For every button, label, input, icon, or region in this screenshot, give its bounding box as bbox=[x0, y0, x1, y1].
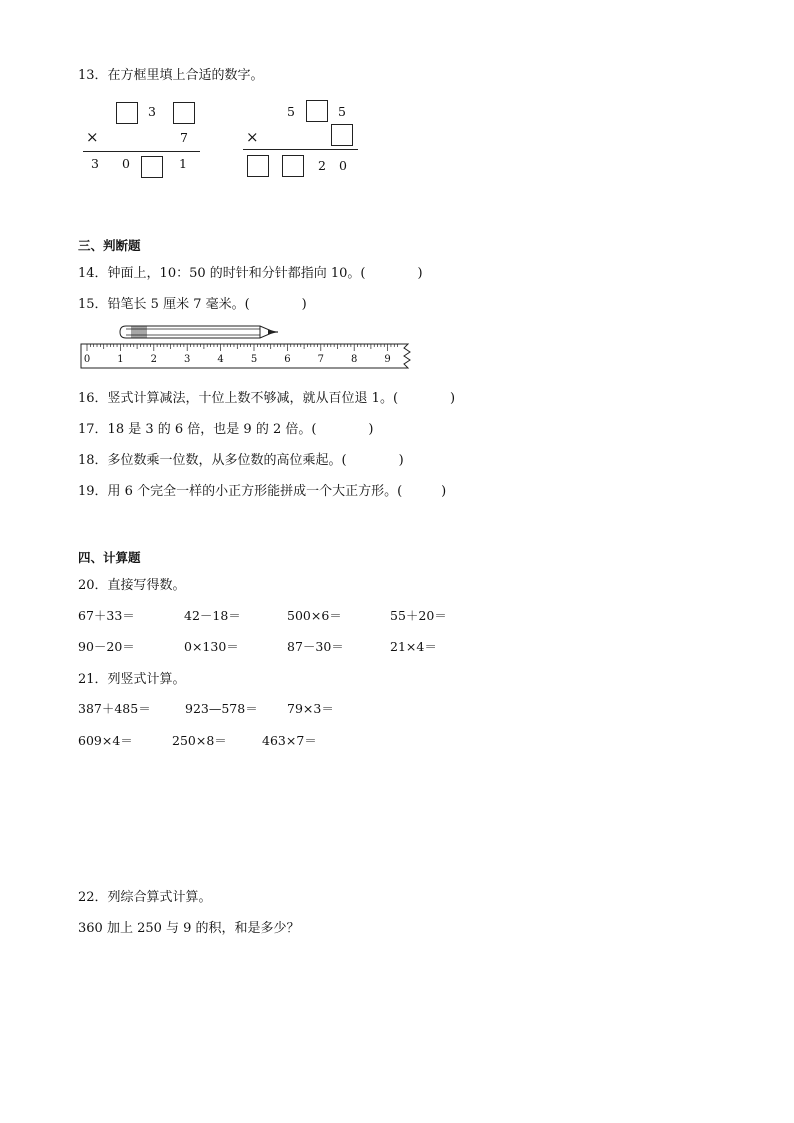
divider-line bbox=[83, 151, 200, 152]
digit: 3 bbox=[148, 104, 156, 119]
pencil-icon bbox=[120, 326, 278, 338]
digit: 0 bbox=[339, 158, 347, 173]
math-item: 21×4＝ bbox=[390, 639, 437, 654]
digit: 1 bbox=[179, 156, 187, 171]
answer-box[interactable] bbox=[247, 155, 269, 177]
ruler-label: 0 bbox=[83, 354, 91, 365]
question-15: 15．铅笔长 5 厘米 7 毫米。( ) bbox=[78, 297, 307, 312]
q13-title: 13．在方框里填上合适的数字。 bbox=[78, 68, 264, 83]
ruler-label: 7 bbox=[317, 354, 324, 365]
section-title: 三、判断题 bbox=[78, 238, 141, 253]
math-item: 87－30＝ bbox=[287, 639, 344, 654]
math-item: 55＋20＝ bbox=[390, 608, 447, 623]
question-14: 14．钟面上，10：50 的时针和分针都指向 10。( ) bbox=[78, 266, 423, 281]
math-item: 923—578＝ bbox=[185, 701, 258, 716]
ruler-label: 4 bbox=[217, 354, 224, 365]
ruler-label: 5 bbox=[250, 354, 258, 365]
ruler-label: 2 bbox=[150, 354, 157, 365]
question-20-title: 20．直接写得数。 bbox=[78, 578, 186, 593]
math-item: 67＋33＝ bbox=[78, 608, 135, 623]
question-18: 18．多位数乘一位数，从多位数的高位乘起。( ) bbox=[78, 453, 404, 468]
ruler-label: 8 bbox=[351, 354, 358, 365]
ruler-label: 1 bbox=[117, 354, 124, 365]
question-17: 17．18 是 3 的 6 倍，也是 9 的 2 倍。( ) bbox=[78, 422, 374, 437]
answer-box[interactable] bbox=[331, 124, 353, 146]
answer-box[interactable] bbox=[141, 156, 163, 178]
math-item: 463×7＝ bbox=[262, 733, 317, 748]
math-item: 387＋485＝ bbox=[78, 701, 151, 716]
digit: 3 bbox=[91, 156, 99, 171]
digit: 0 bbox=[122, 156, 130, 171]
answer-box[interactable] bbox=[116, 102, 138, 124]
math-item: 79×3＝ bbox=[287, 701, 334, 716]
times-sign: × bbox=[86, 128, 99, 146]
divider-line bbox=[243, 149, 358, 150]
digit: 7 bbox=[180, 130, 188, 145]
question-21-title: 21．列竖式计算。 bbox=[78, 672, 186, 687]
answer-box[interactable] bbox=[282, 155, 304, 177]
math-item: 250×8＝ bbox=[172, 733, 227, 748]
math-item: 90－20＝ bbox=[78, 639, 135, 654]
question-22-text: 360 加上 250 与 9 的积，和是多少？ bbox=[78, 921, 300, 936]
answer-box[interactable] bbox=[306, 100, 328, 122]
ruler-with-pencil bbox=[78, 320, 418, 370]
math-item: 500×6＝ bbox=[287, 608, 342, 623]
ruler-label: 6 bbox=[284, 354, 291, 365]
math-item: 0×130＝ bbox=[184, 639, 239, 654]
digit: 5 bbox=[338, 104, 346, 119]
math-item: 609×4＝ bbox=[78, 733, 133, 748]
ruler-label: 3 bbox=[184, 354, 191, 365]
math-item: 42－18＝ bbox=[184, 608, 241, 623]
question-16: 16．竖式计算减法，十位上数不够减，就从百位退 1。( ) bbox=[78, 391, 456, 406]
digit: 2 bbox=[318, 158, 326, 173]
times-sign: × bbox=[246, 128, 259, 146]
answer-box[interactable] bbox=[173, 102, 195, 124]
question-22-title: 22．列综合算式计算。 bbox=[78, 890, 212, 905]
digit: 5 bbox=[287, 104, 295, 119]
ruler-label: 9 bbox=[384, 354, 391, 365]
question-19: 19．用 6 个完全一样的小正方形能拼成一个大正方形。( ) bbox=[78, 484, 447, 499]
section-title: 四、计算题 bbox=[78, 550, 141, 565]
